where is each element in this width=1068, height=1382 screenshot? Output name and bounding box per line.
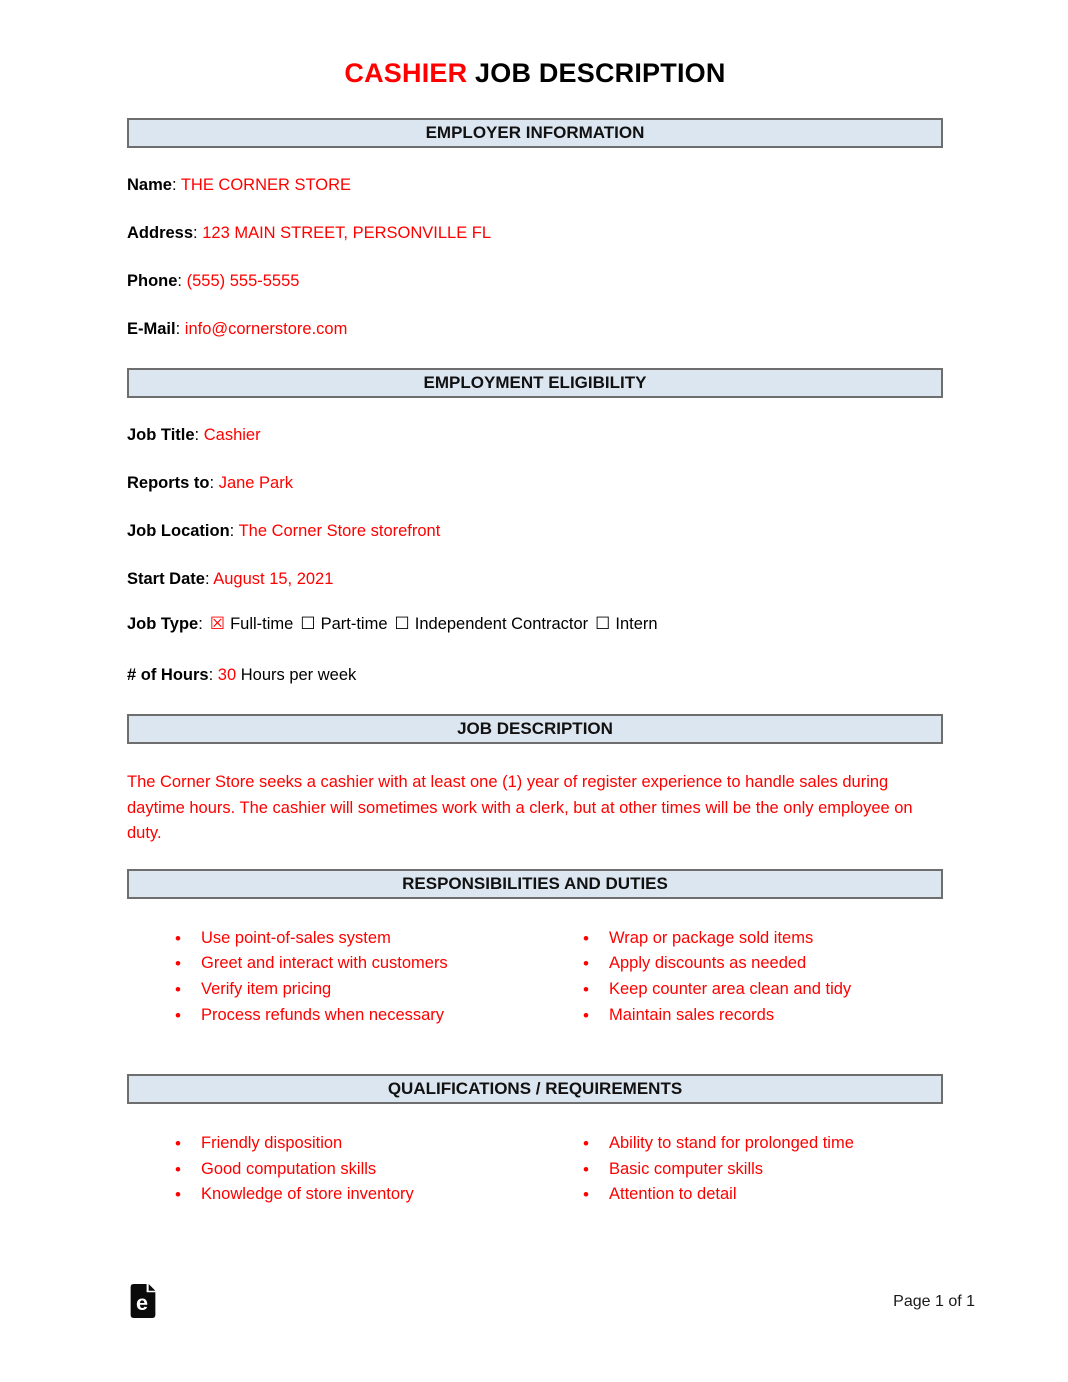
qualifications-list-right — [535, 1131, 943, 1208]
job-type-option — [595, 615, 657, 633]
list-item: • Process refunds when necessary — [175, 1003, 535, 1029]
field-colon: : — [209, 474, 215, 493]
qualifications-list-left — [127, 1131, 535, 1208]
field-label: Phone — [127, 272, 178, 291]
list-item: • Ability to stand for prolonged time — [583, 1131, 943, 1157]
list-item: • Basic computer skills — [583, 1157, 943, 1183]
field-value: 123 MAIN STREET, PERSONVILLE FL — [202, 224, 492, 243]
list-item: • Use point-of-sales system — [175, 926, 535, 952]
svg-text:e: e — [135, 1289, 148, 1315]
field-colon: : — [177, 272, 183, 291]
checkbox-icon[interactable]: ☐ — [300, 614, 316, 634]
field-label: # of Hours — [127, 666, 209, 685]
field-value: Jane Park — [218, 474, 293, 493]
field-value: August 15, 2021 — [213, 570, 334, 589]
field-row — [127, 474, 943, 493]
page-title-rest: JOB DESCRIPTION — [467, 58, 726, 88]
list-item: • Greet and interact with customers — [175, 951, 535, 977]
field-row — [127, 426, 943, 445]
field-value: The Corner Store storefront — [238, 522, 441, 541]
field-value: THE CORNER STORE — [180, 176, 352, 195]
page-title-highlight: CASHIER — [344, 58, 468, 88]
field-value: Cashier — [203, 426, 261, 445]
list-item: • Attention to detail — [583, 1182, 943, 1208]
job-type-option-label: Full-time — [230, 615, 294, 634]
field-value: (555) 555-5555 — [186, 272, 300, 291]
field-colon: : — [194, 426, 200, 445]
section-header-employment-eligibility: EMPLOYMENT ELIGIBILITY — [127, 368, 943, 398]
field-label: Job Type — [127, 615, 199, 634]
field-label: Name — [127, 176, 172, 195]
field-colon: : — [229, 522, 235, 541]
job-description-text: The Corner Store seeks a cashier with at least one (1) year of register experience to handle sales during daytime hours. The cashier will sometimes work with a clerk, but at other times will be the only employee on duty. — [127, 773, 913, 843]
checkbox-icon[interactable]: ☐ — [595, 614, 611, 634]
list-item: • Good computation skills — [175, 1157, 535, 1183]
section-header-employer-information: EMPLOYER INFORMATION — [127, 118, 943, 148]
responsibilities-columns — [127, 926, 943, 1029]
field-label: Job Location — [127, 522, 230, 541]
field-label: Address — [127, 224, 194, 243]
field-label: Reports to — [127, 474, 210, 493]
section-header-responsibilities: RESPONSIBILITIES AND DUTIES — [127, 869, 943, 899]
field-colon: : — [193, 224, 198, 243]
job-type-option — [210, 615, 294, 633]
field-colon: : — [175, 320, 181, 339]
hours-suffix: Hours per week — [240, 666, 357, 685]
eligibility-fields — [127, 426, 943, 589]
list-item: • Apply discounts as needed — [583, 951, 943, 977]
field-value: info@cornerstore.com — [184, 320, 348, 339]
job-type-options — [203, 615, 658, 633]
field-colon: : — [198, 615, 203, 634]
job-type-option-label: Independent Contractor — [414, 615, 589, 634]
field-row — [127, 522, 943, 541]
list-item: • Keep counter area clean and tidy — [583, 977, 943, 1003]
list-item: • Friendly disposition — [175, 1131, 535, 1157]
hours-value: 30 — [217, 666, 237, 685]
page-title — [127, 58, 943, 89]
field-row — [127, 176, 943, 195]
field-colon: : — [171, 176, 177, 195]
list-item: • Maintain sales records — [583, 1003, 943, 1029]
field-label: E-Mail — [127, 320, 176, 339]
field-colon: : — [208, 666, 214, 685]
responsibilities-list-left — [127, 926, 535, 1029]
field-row — [127, 570, 943, 589]
checkbox-icon[interactable]: ☒ — [209, 614, 226, 634]
field-label: Job Title — [127, 426, 195, 445]
job-type-option — [395, 615, 589, 633]
hours-row — [127, 666, 943, 685]
document-content — [0, 58, 1068, 1208]
field-label: Start Date — [127, 570, 205, 589]
eforms-logo-icon[interactable] — [130, 1284, 156, 1323]
job-type-option — [300, 615, 387, 633]
field-row — [127, 320, 943, 339]
qualifications-columns — [127, 1131, 943, 1208]
field-row — [127, 224, 943, 243]
employer-fields — [127, 176, 943, 339]
field-colon: : — [204, 570, 210, 589]
list-item: • Wrap or package sold items — [583, 926, 943, 952]
page-number: Page 1 of 1 — [893, 1293, 975, 1310]
job-type-option-label: Part-time — [320, 615, 388, 634]
responsibilities-list-right — [535, 926, 943, 1029]
list-item: • Knowledge of store inventory — [175, 1182, 535, 1208]
section-header-job-description: JOB DESCRIPTION — [127, 714, 943, 744]
checkbox-icon[interactable]: ☐ — [394, 614, 410, 634]
job-type-row — [127, 614, 943, 634]
field-row — [127, 272, 943, 291]
job-type-option-label: Intern — [615, 615, 658, 634]
section-header-qualifications: QUALIFICATIONS / REQUIREMENTS — [127, 1074, 943, 1104]
list-item: • Verify item pricing — [175, 977, 535, 1003]
